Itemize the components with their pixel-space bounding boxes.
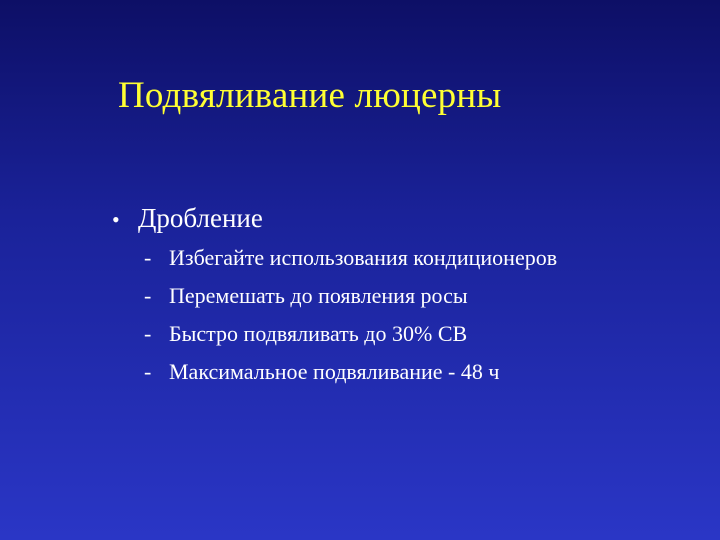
sub-marker: - [144, 283, 152, 308]
sub-item [144, 358, 634, 386]
sub-item-text: Избегайте использования кондиционеров [169, 245, 558, 270]
sub-item-text: Быстро подвяливать до 30% СВ [169, 321, 468, 346]
sub-item [144, 320, 634, 348]
sub-item-text: Максимальное подвяливание - 48 ч [169, 359, 500, 384]
sub-item-text: Перемешать до появления росы [169, 283, 468, 308]
bullet-marker: • [112, 207, 120, 232]
slide-title: Подвяливание люцерны [118, 75, 502, 116]
sub-marker: - [144, 359, 152, 384]
bullet-list [112, 200, 672, 396]
sub-marker: - [144, 321, 152, 346]
bullet-text: Дробление [138, 203, 263, 233]
bullet-item [112, 200, 672, 238]
sub-marker: - [144, 245, 152, 270]
sub-item [144, 244, 634, 272]
sub-item [144, 282, 634, 310]
sub-list [112, 244, 672, 386]
